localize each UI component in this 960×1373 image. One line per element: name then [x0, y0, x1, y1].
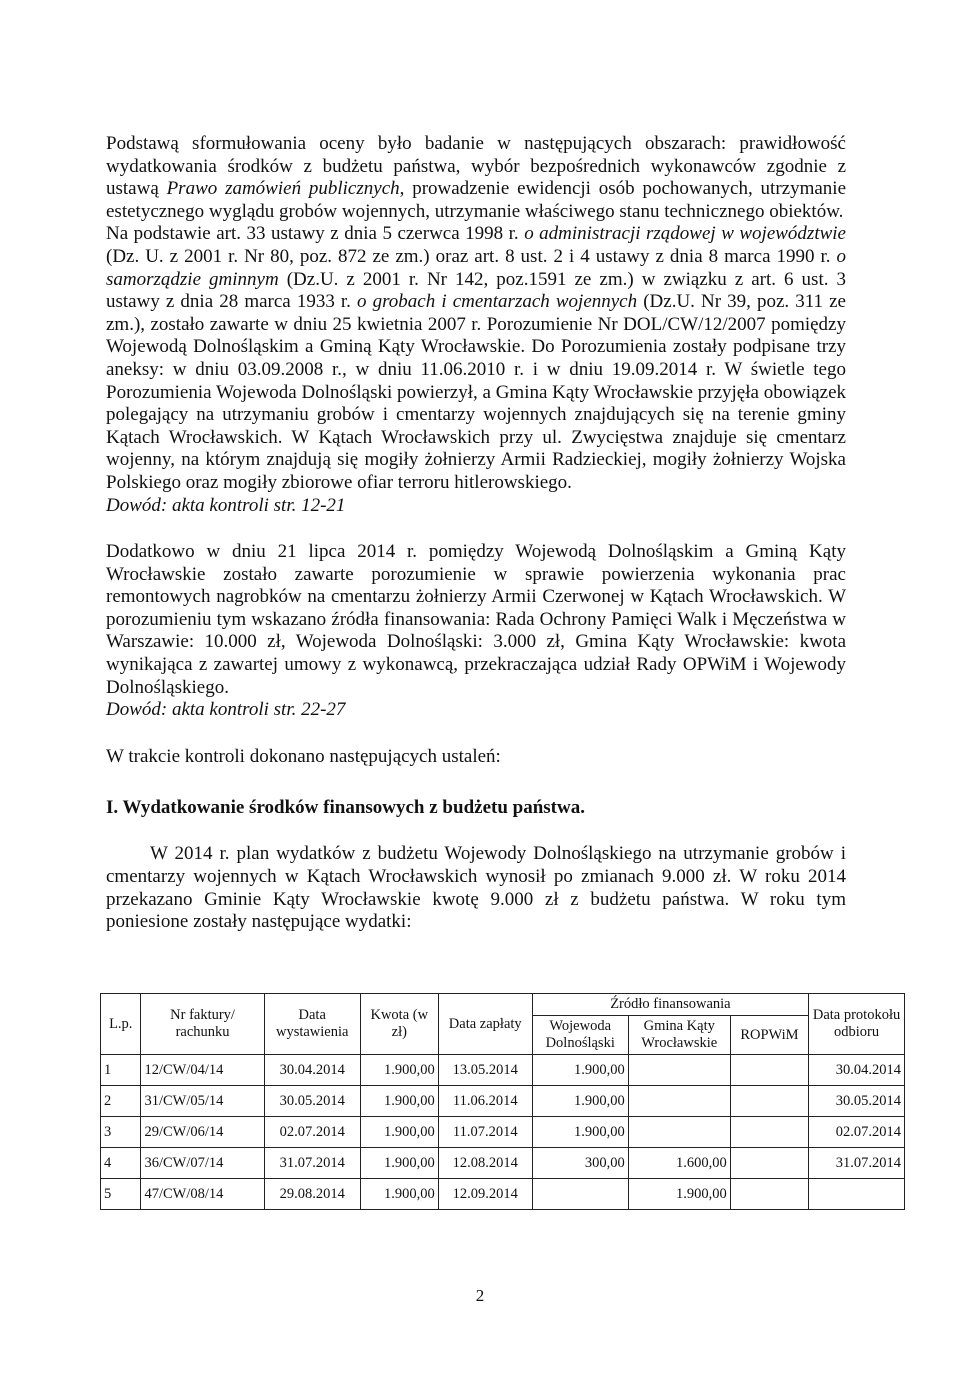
header-voivode: Wojewoda Dolnośląski	[532, 1016, 628, 1055]
cell-voivode: 1.900,00	[532, 1055, 628, 1086]
cell-amount: 1.900,00	[360, 1179, 438, 1210]
evidence-note-1	[106, 495, 846, 518]
cell-lp: 5	[101, 1179, 141, 1210]
evidence-text: Dowód: akta kontroli str. 12-21	[106, 494, 346, 516]
paragraph-legal-basis	[106, 223, 846, 494]
page-number: 2	[475, 1286, 485, 1305]
cell-lp: 2	[101, 1086, 141, 1117]
cell-ropwim	[730, 1055, 808, 1086]
cell-lp: 1	[101, 1055, 141, 1086]
cell-protocol	[809, 1179, 905, 1210]
cell-issue: 30.04.2014	[264, 1055, 360, 1086]
italic-law-title: o administracji rządowej w województwie	[524, 223, 846, 245]
header-invoice: Nr faktury/ rachunku	[141, 994, 264, 1055]
cell-voivode: 1.900,00	[532, 1086, 628, 1117]
spacer	[106, 819, 846, 843]
cell-invoice: 36/CW/07/14	[141, 1148, 264, 1179]
cell-protocol: 30.05.2014	[809, 1086, 905, 1117]
cell-voivode: 300,00	[532, 1148, 628, 1179]
expenses-table	[100, 993, 905, 1210]
cell-ropwim	[730, 1117, 808, 1148]
cell-protocol: 02.07.2014	[809, 1117, 905, 1148]
paragraph-budget-plan: W 2014 r. plan wydatków z budżetu Wojewody Dolnośląskiego na utrzymanie grobów i cmentarzy wojennych w Kątach Wrocławskich wynosił po zmianach 9.000 zł. W roku 2014 przekazano Gminie Kąty Wrocławskie kwotę 9.000 zł z budżetu państwa. W roku tym poniesione zostały następujące wydatki:	[106, 843, 846, 933]
cell-issue: 30.05.2014	[264, 1086, 360, 1117]
spacer	[106, 768, 846, 796]
cell-amount: 1.900,00	[360, 1086, 438, 1117]
spacer	[106, 517, 846, 541]
cell-paid: 12.09.2014	[438, 1179, 532, 1210]
paragraph-additional-agreement: Dodatkowo w dniu 21 lipca 2014 r. pomiędzy Wojewodą Dolnośląskim a Gminą Kąty Wrocławskie zostało zawarte porozumienie w sprawie powierzenia wykonania prac remontowych nagrobków na cmentarzu żołnierzy Armii Czerwonej w Kątach Wrocławskich. W porozumieniu tym wskazano źródła finansowania: Rada Ochrony Pamięci Walk i Męczeństwa w Warszawie: 10.000 zł, Wojewoda Dolnośląski: 3.000 zł, Gmina Kąty Wrocławskie: kwota wynikająca z zawartej umowy z wykonawcą, przekraczająca udział Rady OPWiM i Wojewody Dolnośląskiego.	[106, 541, 846, 698]
header-funding-source: Źródło finansowania	[532, 994, 808, 1016]
cell-gmina: 1.900,00	[628, 1179, 730, 1210]
cell-gmina	[628, 1086, 730, 1117]
cell-amount: 1.900,00	[360, 1055, 438, 1086]
text-run: (Dz. U. z 2001 r. Nr 80, poz. 872 ze zm.) oraz art. 8 ust. 2 i 4 ustawy z dnia 8 marca 1990 r.	[106, 245, 837, 267]
italic-law-title: o grobach i cmentarzach wojennych	[357, 291, 638, 313]
header-protocol-date: Data protokołu odbioru	[809, 994, 905, 1055]
italic-law-title: o samorządzie gminnym	[106, 245, 846, 290]
cell-lp: 3	[101, 1117, 141, 1148]
cell-paid: 11.06.2014	[438, 1086, 532, 1117]
cell-issue: 02.07.2014	[264, 1117, 360, 1148]
header-gmina: Gmina Kąty Wrocławskie	[628, 1016, 730, 1055]
evidence-text: Dowód: akta kontroli str. 22-27	[106, 699, 346, 721]
paragraph-assessment-basis	[106, 133, 846, 223]
text-run: (Dz.U. z 2001 r. Nr 142, poz.1591 ze zm.) w związku z art. 6 ust. 3 ustawy z dnia 28 marca 1933 r.	[106, 268, 846, 313]
cell-protocol: 31.07.2014	[809, 1148, 905, 1179]
cell-gmina: 1.600,00	[628, 1148, 730, 1179]
cell-ropwim	[730, 1148, 808, 1179]
cell-protocol: 30.04.2014	[809, 1055, 905, 1086]
cell-voivode: 1.900,00	[532, 1117, 628, 1148]
header-issue-date: Data wystawienia	[264, 994, 360, 1055]
cell-paid: 12.08.2014	[438, 1148, 532, 1179]
text-run: Podstawą sformułowania oceny było badanie w następujących obszarach: prawidłowość wydatkowania środków z budżetu państwa, wybór bezpośrednich wykonawców zgodnie z ustawą	[106, 133, 846, 200]
text-run: , prowadzenie ewidencji osób pochowanych, utrzymanie estetycznego wyglądu grobów wojennych, utrzymanie właściwego stanu technicznego obiektów.	[106, 178, 846, 222]
cell-amount: 1.900,00	[360, 1117, 438, 1148]
cell-paid: 11.07.2014	[438, 1117, 532, 1148]
cell-amount: 1.900,00	[360, 1148, 438, 1179]
header-ropwim: ROPWiM	[730, 1016, 808, 1055]
cell-ropwim	[730, 1086, 808, 1117]
section-heading: I. Wydatkowanie środków finansowych z budżetu państwa.	[106, 797, 585, 819]
table-row	[101, 1117, 905, 1148]
cell-issue: 31.07.2014	[264, 1148, 360, 1179]
cell-gmina	[628, 1055, 730, 1086]
document-body	[106, 133, 846, 934]
table-row	[101, 1148, 905, 1179]
header-lp: L.p.	[101, 994, 141, 1055]
table-row	[101, 1055, 905, 1086]
header-amount: Kwota (w zł)	[360, 994, 438, 1055]
cell-gmina	[628, 1117, 730, 1148]
cell-invoice: 29/CW/06/14	[141, 1117, 264, 1148]
cell-voivode	[532, 1179, 628, 1210]
cell-lp: 4	[101, 1148, 141, 1179]
cell-invoice: 31/CW/05/14	[141, 1086, 264, 1117]
table-header-row	[101, 994, 905, 1016]
table-row	[101, 1086, 905, 1117]
header-pay-date: Data zapłaty	[438, 994, 532, 1055]
cell-issue: 29.08.2014	[264, 1179, 360, 1210]
italic-law-title: Prawo zamówień publicznych	[166, 178, 400, 200]
cell-invoice: 12/CW/04/14	[141, 1055, 264, 1086]
text-run: Na podstawie art. 33 ustawy z dnia 5 czerwca 1998 r.	[106, 223, 525, 245]
text-run: (Dz.U. Nr 39, poz. 311 ze zm.), zostało zawarte w dniu 25 kwietnia 2007 r. Porozumienie Nr DOL/CW/12/2007 pomiędzy Wojewodą Dolnośląskim a Gminą Kąty Wrocławskie. Do Porozumienia zostały podpisane trzy aneksy: w dniu 03.09.2008 r., w dniu 11.06.2010 r. i w dniu 19.09.2014 r. W świetle tego Porozumienia Wojewoda Dolnośląski powierzył, a Gmina Kąty Wrocławskie przyjęła obowiązek polegający na utrzymaniu grobów i cmentarzy wojennych znajdujących się na terenie gminy Kątach Wrocławskich. W Kątach Wrocławskich przy ul. Zwycięstwa znajduje się cmentarz wojenny, na którym znajdują się mogiły żołnierzy Armii Radzieckiej, mogiły żołnierzy Wojska Polskiego oraz mogiły zbiorowe ofiar terroru hitlerowskiego.	[106, 291, 846, 493]
cell-invoice: 47/CW/08/14	[141, 1179, 264, 1210]
cell-ropwim	[730, 1179, 808, 1210]
paragraph-findings-intro: W trakcie kontroli dokonano następujących ustaleń:	[106, 745, 501, 767]
table-row	[101, 1179, 905, 1210]
spacer	[106, 722, 846, 746]
cell-paid: 13.05.2014	[438, 1055, 532, 1086]
evidence-note-2	[106, 699, 846, 722]
